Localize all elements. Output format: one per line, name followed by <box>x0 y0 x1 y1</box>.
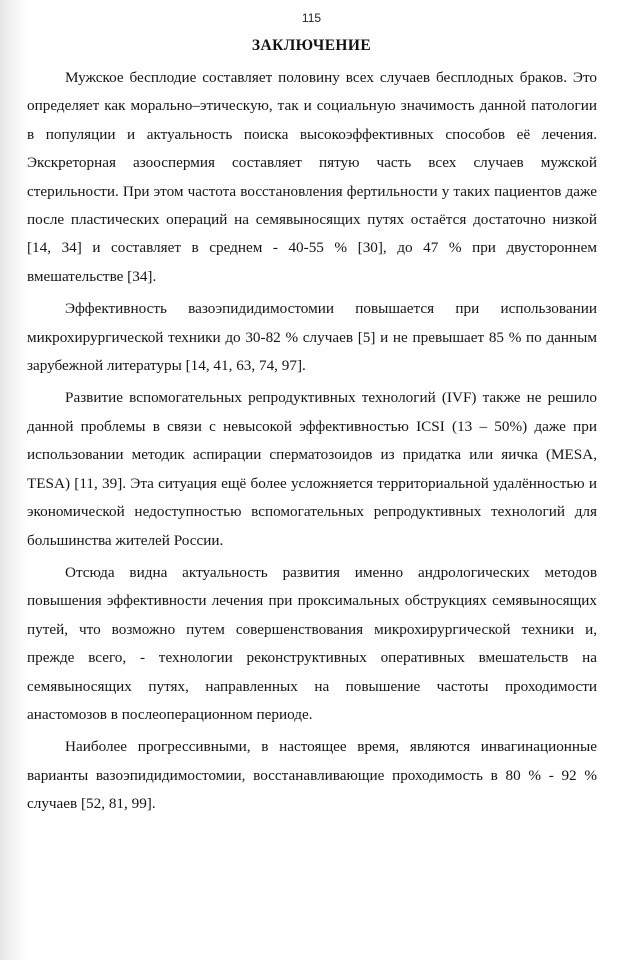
paragraph-1: Мужское бесплодие составляет половину всех случаев бесплодных браков. Это определяет как морально–этическую, так и социальную значимость данной патологии в популяции и актуальность поиска высокоэффективных способов её лечения. Экскреторная азооспермия составляет пятую часть всех случаев мужской стерильности. При этом частота восстановления фертильности у таких пациентов даже после пластических операций на семявыносящих путях остаётся достаточно низкой [14, 34] и составляет в среднем - 40-55 % [30], до 47 % при двустороннем вмешательстве [34]. <box>27 69 597 285</box>
paragraph-4: Отсюда видна актуальность развития именно андрологических методов повышения эффективности лечения при проксимальных обструкциях семявыносящих путей, что возможно путем совершенствования микрохирургической техники и, прежде всего, - технологии реконструктивных оперативных вмешательств на семявыносящих путях, направленных на повышение частоты проходимости анастомозов в послеоперационном периоде. <box>27 563 597 723</box>
page-number: 115 <box>301 11 322 25</box>
section-title: ЗАКЛЮЧЕНИЕ <box>251 37 372 54</box>
paragraph-3: Развитие вспомогательных репродуктивных технологий (IVF) также не решило данной проблемы в связи с невысокой эффективностью ICSI (13 – 50%) даже при использовании методик аспирации сперматозоидов из придатка или яичка (MESA, TESA) [11, 39]. Эта ситуация ещё более усложняется территориальной удалённостью и экономической недоступностью вспомогательных репродуктивных технологий для большинства жителей России. <box>27 389 597 549</box>
paragraph-5: Наиболее прогрессивными, в настоящее время, являются инвагинационные варианты вазоэпидидимостомии, восстанавливающие проходимость в 80 % - 92 % случаев [52, 81, 99]. <box>27 738 597 813</box>
paragraph-2: Эффективность вазоэпидидимостомии повышается при использовании микрохирургической техники до 30-82 % случаев [5] и не превышает 85 % по данным зарубежной литературы [14, 41, 63, 74, 97]. <box>27 300 597 375</box>
body-text <box>27 64 597 819</box>
scan-shadow-edge <box>0 0 30 960</box>
